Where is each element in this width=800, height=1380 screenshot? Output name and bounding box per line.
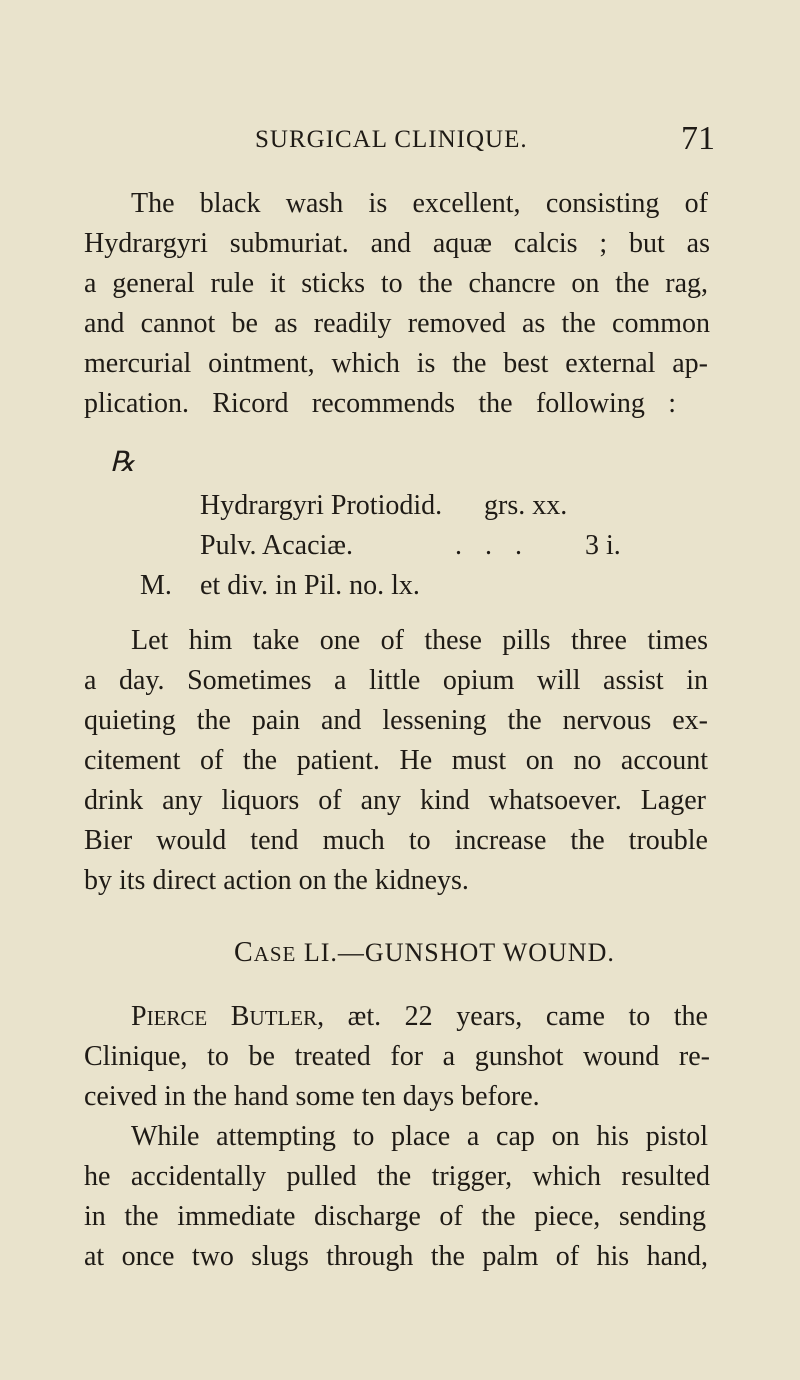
text-line: Bier would tend much to increase the trouble (84, 825, 708, 856)
text-line: at once two slugs through the palm of his hand, (84, 1241, 708, 1272)
text-line: citement of the patient. He must on no account (84, 745, 708, 776)
text-line: ceived in the hand some ten days before. (84, 1081, 540, 1112)
text-line: a day. Sometimes a little opium will assist in (84, 665, 708, 696)
text-line: While attempting to place a cap on his pistol (131, 1121, 708, 1152)
text-line: Let him take one of these pills three times (131, 625, 708, 656)
case-heading: CASE LI.—GUNSHOT WOUND. (234, 937, 615, 968)
text-line: he accidentally pulled the trigger, which resulted (84, 1161, 710, 1192)
page-header (255, 120, 715, 160)
text-line: by its direct action on the kidneys. (84, 865, 469, 896)
text-line: quieting the pain and lessening the nervous ex- (84, 705, 708, 736)
prescription-item-qty: grs. xx. (484, 490, 568, 521)
text-line: mercurial ointment, which is the best external ap- (84, 348, 708, 379)
running-title: SURGICAL CLINIQUE. (255, 126, 528, 153)
prescription-item-name: Hydrargyri Protiodid. (200, 490, 443, 521)
text-line: a general rule it sticks to the chancre on the rag, (84, 268, 708, 299)
text-line: plication. Ricord recommends the following : (84, 388, 676, 419)
text-line: in the immediate discharge of the piece, sending (84, 1201, 706, 1232)
text-line: PIERCE BUTLER, æt. 22 years, came to the (131, 1001, 708, 1032)
text-line: Hydrargyri submuriat. and aquæ calcis ; but as (84, 228, 710, 259)
prescription-item-name: Pulv. Acaciæ. (200, 530, 353, 561)
text-line: Clinique, to be treated for a gunshot wound re- (84, 1041, 710, 1072)
text-line: and cannot be as readily removed as the common (84, 308, 710, 339)
text-line: drink any liquors of any kind whatsoever. Lager (84, 785, 706, 816)
text-line: The black wash is excellent, consisting of (131, 188, 708, 219)
prescription-symbol: ℞ (110, 447, 136, 478)
prescription-direction-prefix: M. (140, 570, 172, 601)
prescription-direction: et div. in Pil. no. lx. (200, 570, 420, 601)
prescription-item-dots: . . . (455, 530, 530, 561)
prescription-item-qty: 3 i. (585, 530, 621, 561)
page-number: 71 (681, 120, 715, 157)
